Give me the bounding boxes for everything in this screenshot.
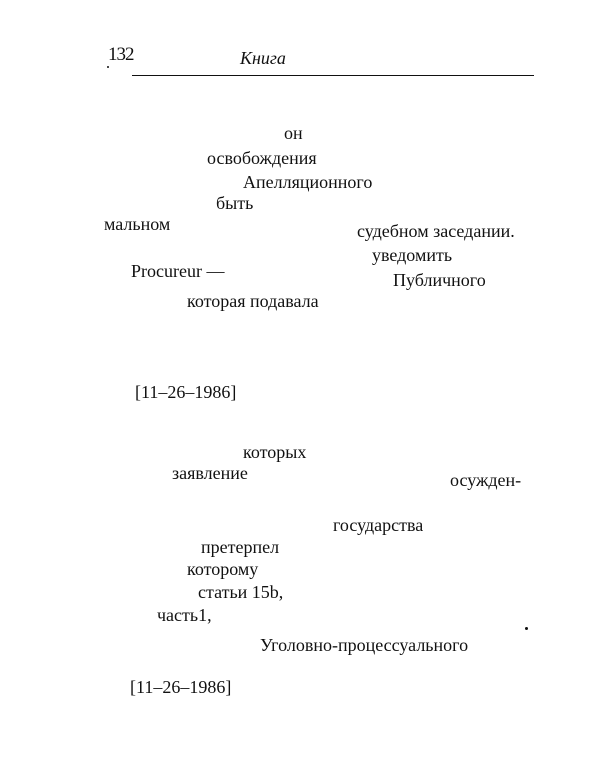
text-fragment: Уголовно-процессуального (260, 635, 469, 655)
text-fragment: Procureur — (131, 261, 225, 281)
text-fragment: статьи 15b, (198, 582, 284, 602)
date-stamp: [11–26–1986] (130, 677, 232, 697)
header-rule (132, 75, 534, 76)
text-fragment: часть1, (157, 605, 212, 625)
text-fragment: претерпел (201, 537, 280, 557)
text-fragment: судебном заседании. (357, 221, 515, 241)
text-fragment: которая подавала (187, 291, 319, 311)
text-fragment: заявление (172, 463, 248, 483)
text-fragment: Апелляционного (243, 172, 373, 192)
text-fragment: Публичного (393, 270, 486, 290)
text-fragment: которых (243, 442, 307, 462)
text-fragment: уведомить (372, 245, 453, 265)
text-fragment: мальном (104, 214, 171, 234)
text-fragment: он (284, 123, 303, 143)
scan-speck (107, 66, 109, 68)
page-number: 132 (108, 44, 134, 65)
text-fragment: освобождения (207, 148, 317, 168)
date-stamp: [11–26–1986] (135, 382, 237, 402)
scan-speck (525, 627, 528, 630)
text-fragment: которому (187, 559, 259, 579)
text-fragment: государства (333, 515, 424, 535)
running-title: Книга (240, 48, 286, 68)
text-fragment: осужден- (450, 470, 522, 490)
text-fragment: быть (216, 193, 254, 213)
